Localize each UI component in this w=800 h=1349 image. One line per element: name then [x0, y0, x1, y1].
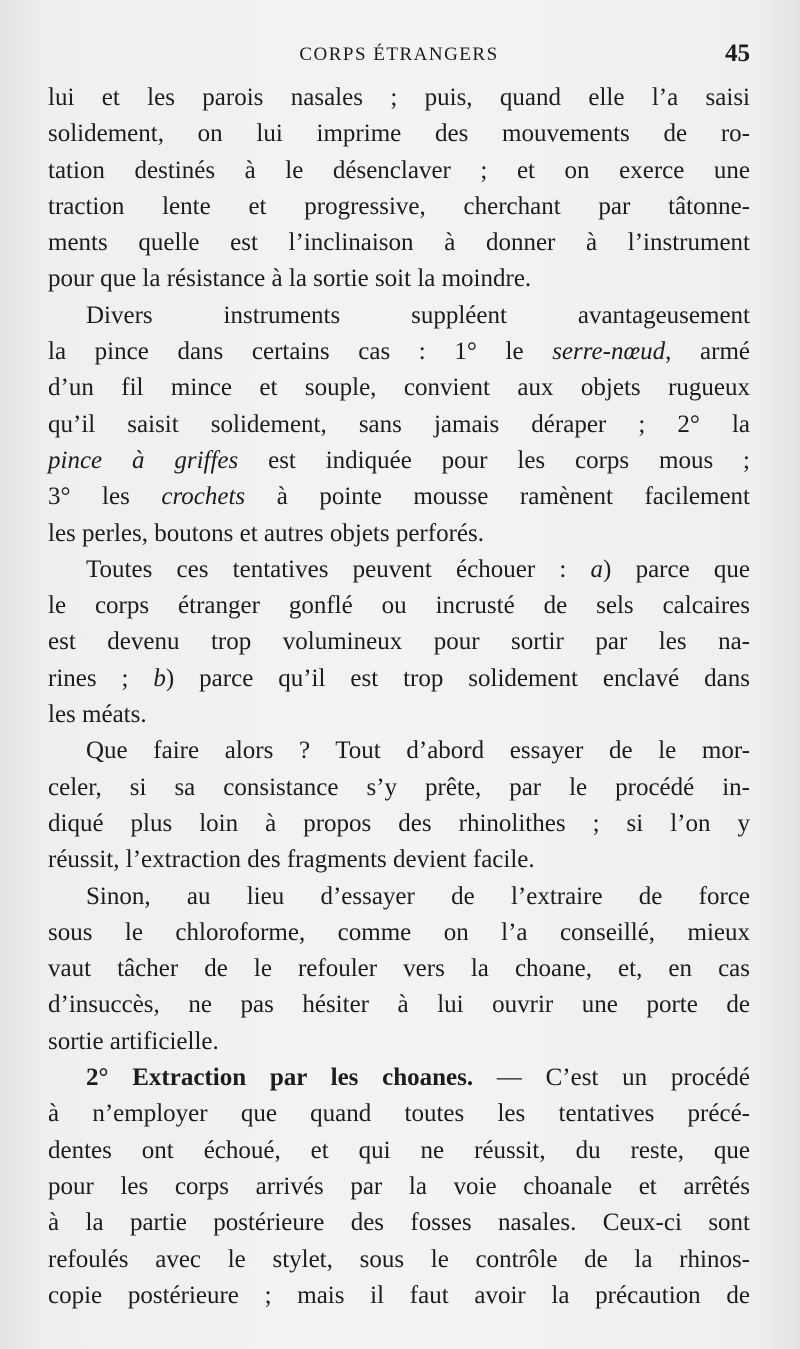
text-line — [48, 443, 750, 479]
text-line — [48, 1060, 750, 1096]
text-line: solidement, on lui imprime des mouvements de ro- — [48, 120, 750, 148]
text-line: les perles, boutons et autres objets perforés. — [48, 519, 484, 547]
italic-term: crochets — [161, 483, 246, 511]
text-line: sortie artificielle. — [48, 1027, 219, 1055]
italic-term: pince à griffes — [48, 446, 239, 474]
text-line: vaut tâcher de le refouler vers la choane, et, en cas — [48, 955, 750, 983]
text-line: pour que la résistance à la sortie soit la moindre. — [48, 265, 532, 293]
text-line: ments quelle est l’inclinaison à donner à l’instrument — [48, 229, 750, 257]
page-number: 45 — [725, 40, 750, 67]
italic-letter: b — [153, 664, 166, 692]
text-line: diqué plus loin à propos des rhinolithes ; si l’on y — [48, 809, 750, 837]
text-line — [48, 334, 750, 370]
text-line: à la partie postérieure des fosses nasales. Ceux-ci sont — [48, 1209, 750, 1237]
text-line: d’insuccès, ne pas hésiter à lui ouvrir une porte de — [48, 991, 750, 1019]
text-line: les méats. — [48, 701, 147, 729]
text-line: le corps étranger gonflé ou incrusté de sels calcaires — [48, 592, 750, 620]
page-header — [48, 40, 750, 70]
text-line: d’un fil mince et souple, convient aux objets rugueux — [48, 374, 750, 402]
text-line: Divers instruments suppléent avantageusement — [86, 301, 750, 329]
body-text — [48, 80, 750, 1314]
text-line: réussit, l’extraction des fragments devient facile. — [48, 846, 535, 874]
text-line: tation destinés à le désenclaver ; et on exerce une — [48, 156, 750, 184]
text-line — [48, 661, 750, 697]
text-line: dentes ont échoué, et qui ne réussit, du reste, que — [48, 1136, 750, 1164]
text-line: lui et les parois nasales ; puis, quand elle l’a saisi — [48, 84, 750, 111]
text-segment: rines ; — [48, 664, 154, 692]
text-line: refoulés avec le stylet, sous le contrôle de la rhinos- — [48, 1245, 750, 1273]
running-head: CORPS ÉTRANGERS — [299, 44, 499, 65]
text-segment: ) parce qu’il est trop solidement enclavé dans — [165, 664, 751, 692]
text-line: Que faire alors ? Tout d’abord essayer de le mor- — [86, 737, 750, 765]
text-line: sous le chloroforme, comme on l’a conseillé, mieux — [48, 918, 750, 946]
text-line: qu’il saisit solidement, sans jamais déraper ; 2° la — [48, 410, 750, 438]
text-segment: 3° les — [48, 483, 162, 511]
italic-term: serre-nœud — [552, 338, 666, 366]
text-segment: à pointe mousse ramènent facilement — [245, 483, 750, 511]
text-segment: Toutes ces tentatives peuvent échouer : — [86, 555, 591, 583]
text-line: Sinon, au lieu d’essayer de l’extraire de force — [86, 882, 750, 910]
text-line: à n’employer que quand toutes les tentatives précé- — [48, 1100, 750, 1128]
text-segment: — C’est un procédé — [473, 1064, 750, 1092]
italic-letter: a — [590, 555, 604, 583]
text-segment: la pince dans certains cas : 1° le — [48, 338, 553, 366]
text-line — [48, 479, 750, 515]
text-line: copie postérieure ; mais il faut avoir la précaution de — [48, 1281, 750, 1309]
section-heading: 2° Extraction par les choanes. — [86, 1064, 474, 1092]
text-line: pour les corps arrivés par la voie choanale et arrêtés — [48, 1172, 750, 1200]
text-line: celer, si sa consistance s’y prête, par le procédé in- — [48, 773, 750, 801]
text-segment: , armé — [665, 338, 750, 366]
text-line — [48, 552, 750, 588]
text-line: est devenu trop volumineux pour sortir par les na- — [48, 628, 750, 656]
text-line: traction lente et progressive, cherchant par tâtonne- — [48, 192, 750, 220]
text-segment: est indiquée pour les corps mous ; — [238, 446, 750, 474]
text-segment: ) parce que — [603, 555, 750, 583]
